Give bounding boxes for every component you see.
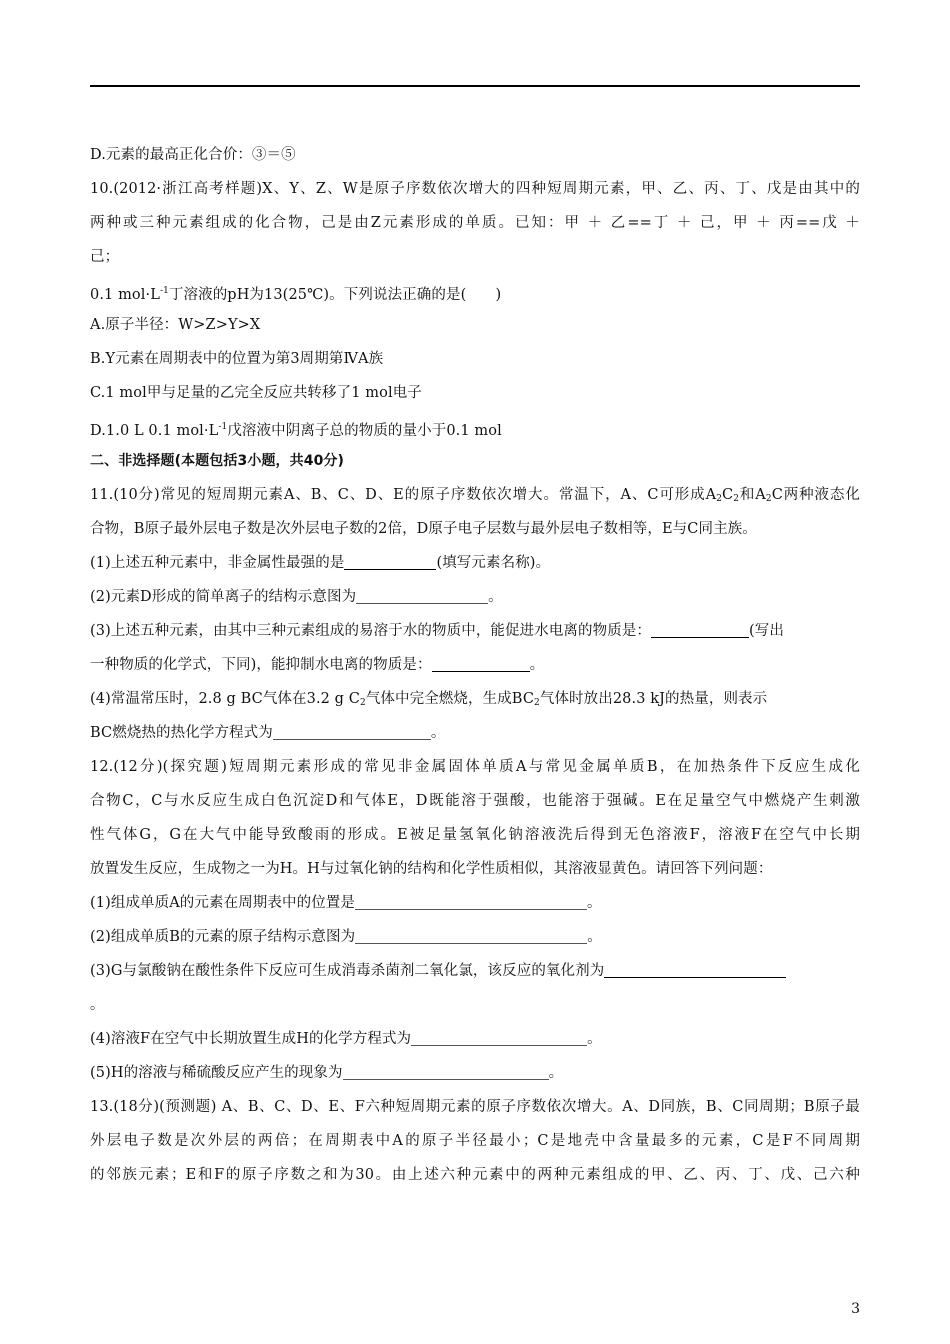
- q12-stem-line1: 12.(12分)(探究题)短周期元素形成的常见非金属固体单质A与常见金属单质B，在加热条件下反应生成化: [90, 759, 860, 775]
- text: 和A: [739, 487, 766, 503]
- q10-stem-line3: 己；: [90, 249, 120, 265]
- text: 气体中完全燃烧，生成BC: [365, 691, 535, 707]
- text: (2)元素D形成的简单离子的结构示意图为: [90, 589, 357, 605]
- q11-stem-line2: 合物，B原子最外层电子数是次外层电子数的2倍，D原子电子层数与最外层电子数相等，E与C同主族。: [90, 521, 757, 537]
- text: 丁溶液的pH为13(25℃)。下列说法正确的是( ): [168, 287, 502, 303]
- answer-blank[interactable]: [604, 961, 786, 978]
- superscript: -1: [218, 422, 228, 432]
- text: BC燃烧热的热化学方程式为: [90, 725, 273, 741]
- q12-stem-line3: 性气体G，G在大气中能导致酸雨的形成。E被足量氢氧化钠溶液洗后得到无色溶液F，溶液F在空气中长期: [90, 827, 860, 843]
- answer-blank[interactable]: [411, 1029, 587, 1046]
- answer-blank[interactable]: [355, 927, 587, 944]
- text: 戊溶液中阴离子总的物质的量小于0.1 mol: [227, 423, 502, 439]
- text: 0.1 mol·L: [90, 287, 160, 303]
- q10-stem-line4: [90, 274, 860, 308]
- header-rule: [90, 85, 860, 87]
- q10-option-a: A.原子半径：W>Z>Y>X: [90, 317, 261, 333]
- q12-part3-line2: 。: [90, 997, 105, 1013]
- q12-part5: [90, 1056, 860, 1090]
- q11-part2: [90, 580, 860, 614]
- superscript: -1: [159, 286, 169, 296]
- text: (3)上述五种元素，由其中三种元素组成的易溶于水的物质中，能促进水电离的物质是：: [90, 623, 652, 639]
- answer-blank[interactable]: [343, 1063, 549, 1080]
- q12-stem-line4: 放置发生反应，生成物之一为H。H与过氧化钠的结构和化学性质相似，其溶液显黄色。请回答下列问题：: [90, 861, 773, 877]
- answer-blank[interactable]: [651, 621, 749, 638]
- q12-stem-line2: 合物C，C与水反应生成白色沉淀D和气体E，D既能溶于强酸，也能溶于强碱。E在足量空气中燃烧产生刺激: [90, 793, 860, 809]
- text: C两种液态化: [771, 487, 860, 503]
- text: 。: [430, 725, 446, 741]
- q11-part3-line2: [90, 648, 860, 682]
- section-heading: 二、非选择题(本题包括3小题，共40分): [90, 453, 345, 469]
- q12-part3-line1: [90, 954, 860, 988]
- q10-option-d: [90, 410, 860, 444]
- text: (1)上述五种元素中，非金属性最强的是: [90, 555, 345, 571]
- q11-part1: [90, 546, 860, 580]
- q13-stem-line1: 13.(18分)(预测题) A、B、C、D、E、F六种短周期元素的原子序数依次增大。A、D同族，B、C同周期；B原子最: [90, 1099, 860, 1115]
- q13-stem-line2: 外层电子数是次外层的两倍；在周期表中A的原子半径最小；C是地壳中含量最多的元素，C是F不同周期: [90, 1133, 860, 1149]
- text: C: [722, 487, 734, 503]
- text: 。: [488, 589, 503, 605]
- text: 。: [587, 1031, 602, 1047]
- text: (4)常温常压时，2.8 g BC气体在3.2 g C: [90, 691, 360, 707]
- answer-blank[interactable]: [432, 655, 530, 672]
- answer-blank[interactable]: [356, 587, 488, 604]
- text: 。: [529, 657, 545, 673]
- q11-part4-line1: [90, 682, 860, 716]
- page-number: 3: [851, 1301, 860, 1317]
- q12-part1: [90, 886, 860, 920]
- q11-stem-line1: [90, 478, 860, 512]
- q10-option-c: C.1 mol甲与足量的乙完全反应共转移了1 mol电子: [90, 385, 422, 401]
- subscript: 2: [765, 494, 772, 504]
- subscript: 2: [716, 494, 723, 504]
- subscript: 2: [359, 698, 366, 708]
- q10-option-b: B.Y元素在周期表中的位置为第3周期第ⅣA族: [90, 351, 384, 367]
- text: (3)G与氯酸钠在酸性条件下反应可生成消毒杀菌剂二氧化氯，该反应的氧化剂为: [90, 963, 605, 979]
- q12-part4: [90, 1022, 860, 1056]
- text: (4)溶液F在空气中长期放置生成H的化学方程式为: [90, 1031, 412, 1047]
- q11-part4-line2: [90, 716, 860, 750]
- text: 一种物质的化学式，下同)，能抑制水电离的物质是：: [90, 657, 432, 673]
- text: (1)组成单质A的元素在周期表中的位置是: [90, 895, 356, 911]
- text: (填写元素名称)。: [436, 555, 551, 571]
- q13-stem-line3: 的邻族元素；E和F的原子序数之和为30。由上述六种元素中的两种元素组成的甲、乙、丙、丁、戊、己六种: [90, 1167, 860, 1183]
- text: 11.(10分)常见的短周期元素A、B、C、D、E的原子序数依次增大。常温下，A、C可形成A: [90, 487, 717, 503]
- text: 。: [548, 1065, 564, 1081]
- subscript: 2: [534, 698, 540, 708]
- answer-blank[interactable]: [355, 893, 587, 910]
- text: (写出: [749, 623, 785, 639]
- q11-part3-line1: [90, 614, 860, 648]
- text: 气体时放出28.3 kJ的热量，则表示: [539, 691, 768, 707]
- q9-option-d: D.元素的最高正化合价：③＝⑤: [90, 147, 296, 163]
- text: (5)H的溶液与稀硫酸反应产生的现象为: [90, 1065, 343, 1081]
- q10-stem-line1: 10.(2012·浙江高考样题)X、Y、Z、W是原子序数依次增大的四种短周期元素，甲、乙、丙、丁、戊是由其中的: [90, 181, 860, 197]
- document-body: [90, 138, 860, 1192]
- answer-blank[interactable]: [344, 553, 436, 570]
- text: 。: [587, 895, 602, 911]
- answer-blank[interactable]: [273, 723, 431, 740]
- subscript: 2: [733, 494, 740, 504]
- q10-stem-line2: 两种或三种元素组成的化合物，己是由Z元素形成的单质。已知：甲 ＋ 乙==丁 ＋ 己，甲 ＋ 丙==戊 ＋: [90, 215, 860, 231]
- text: D.1.0 L 0.1 mol·L: [90, 423, 219, 439]
- text: 。: [587, 929, 602, 945]
- text: (2)组成单质B的元素的原子结构示意图为: [90, 929, 356, 945]
- q12-part2: [90, 920, 860, 954]
